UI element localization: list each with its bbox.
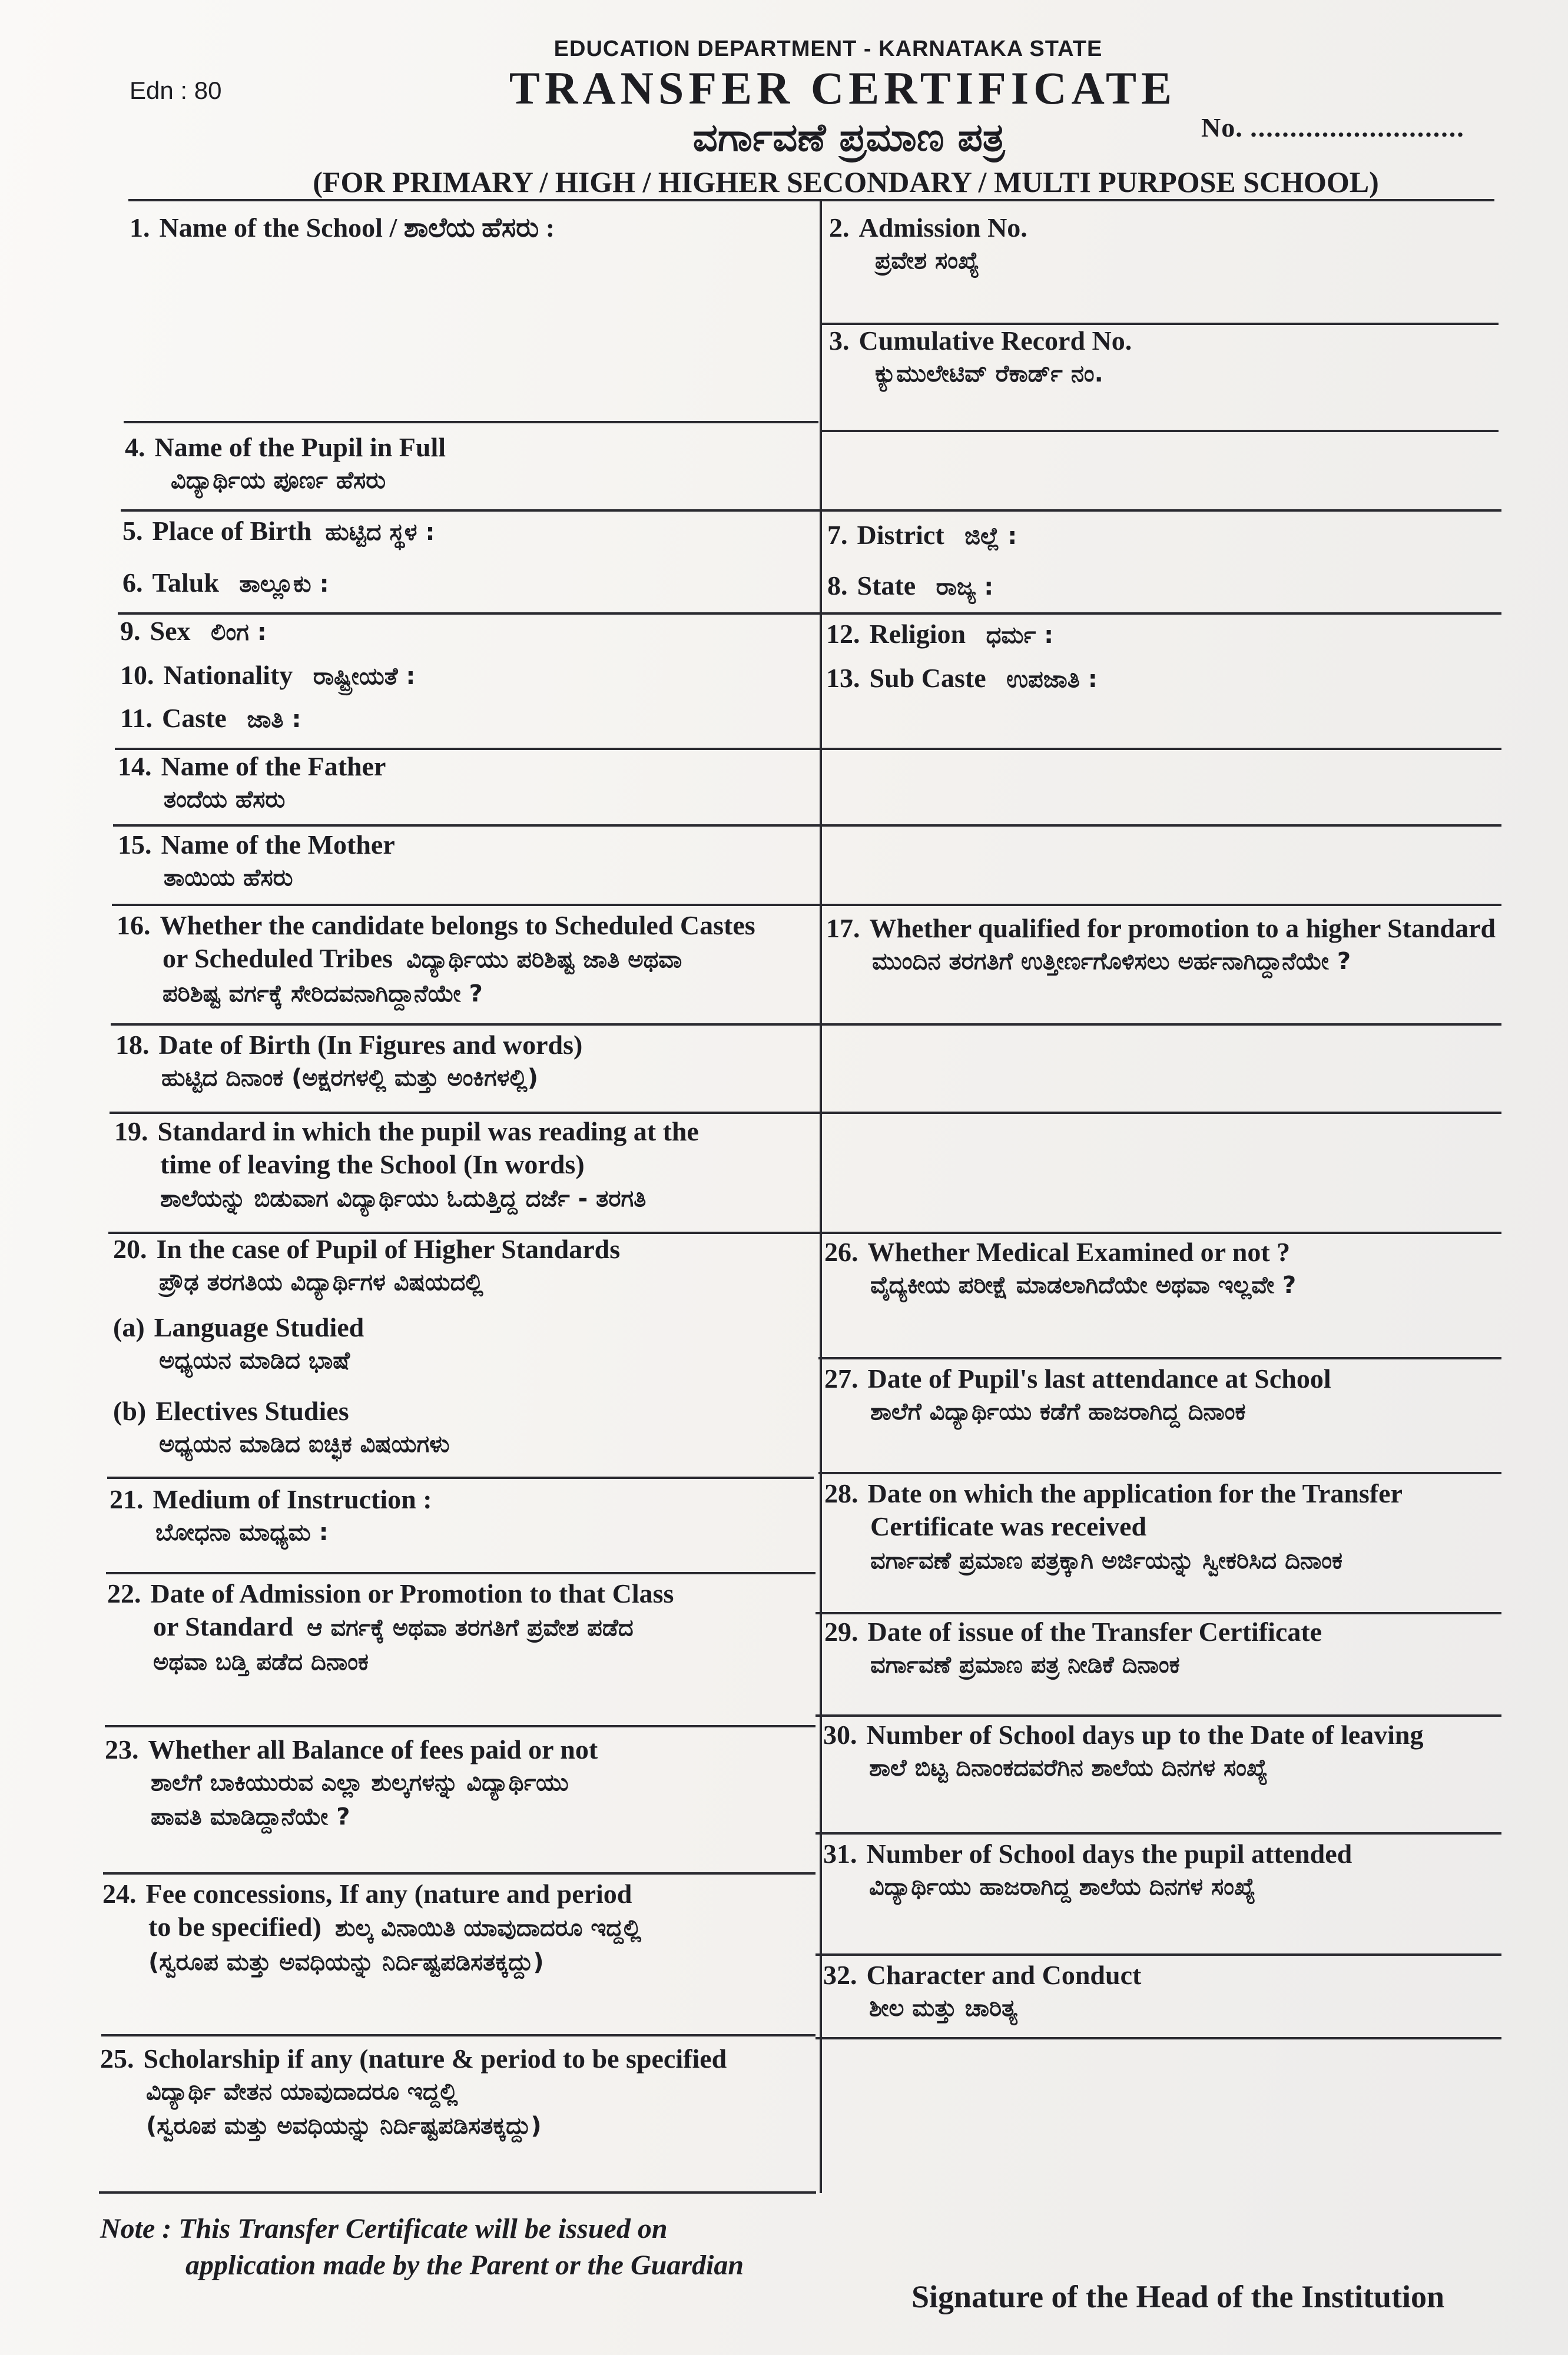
field-promotion-qualified[interactable]: 17. Whether qualified for promotion to a higher Standard ಮುಂದಿನ ತರಗತಿಗೆ ಉತ್ತೀರ್ಣಗೊಳಿಸಲು ಅರ್ಹನಾಗಿದ್ದಾನೆಯೇ ?	[826, 913, 1496, 975]
row-divider	[821, 430, 1499, 432]
field-taluk[interactable]: 6. Taluk ತಾಲ್ಲೂಕು :	[122, 568, 329, 598]
field-higher-standards: 20. In the case of Pupil of Higher Standards ಪ್ರೌಢ ತರಗತಿಯ ವಿದ್ಯಾರ್ಥಿಗಳ ವಿಷಯದಲ್ಲಿ	[113, 1234, 621, 1296]
field-admission-date[interactable]: 22. Date of Admission or Promotion to that Class or Standard ಆ ವರ್ಗಕ್ಕೆ ಅಥವಾ ತರಗತಿಗೆ ಪ್ರವೇಶ ಪಡೆದ ಅಥವಾ ಬಡ್ತಿ ಪಡೆದ ದಿನಾಂಕ	[107, 1578, 674, 1676]
field-electives-studied[interactable]: (b) Electives Studies ಅಧ್ಯಯನ ಮಾಡಿದ ಐಚ್ಛಿಕ ವಿಷಯಗಳು	[113, 1396, 450, 1458]
form-code: Edn : 80	[130, 77, 222, 104]
field-medical-examined[interactable]: 26. Whether Medical Examined or not ? ವೈದ್ಯಕೀಯ ಪರೀಕ್ಷೆ ಮಾಡಲಾಗಿದೆಯೇ ಅಥವಾ ಇಲ್ಲವೇ ?	[824, 1237, 1297, 1299]
school-type-subtitle: (FOR PRIMARY / HIGH / HIGHER SECONDARY / MULTI PURPOSE SCHOOL)	[313, 165, 1379, 198]
row-divider	[110, 1112, 1501, 1114]
table-top-rule	[128, 199, 1494, 201]
certificate-title-kannada: ವರ್ಗಾವಣೆ ಪ್ರಮಾಣ ಪತ್ರ	[692, 115, 1005, 160]
row-divider	[112, 904, 1501, 906]
row-divider	[105, 1725, 816, 1727]
number-blank[interactable]: ...........................	[1250, 112, 1465, 142]
table-bottom-rule	[99, 2191, 816, 2194]
field-date-of-issue[interactable]: 29. Date of issue of the Transfer Certificate ವರ್ಗಾವಣೆ ಪ್ರಮಾಣ ಪತ್ರ ನೀಡಿಕೆ ದಿನಾಂಕ	[824, 1617, 1322, 1679]
field-scholarship[interactable]: 25. Scholarship if any (nature & period to be specified ವಿದ್ಯಾರ್ಥಿ ವೇತನ ಯಾವುದಾದರೂ ಇದ್ದಲ್ಲಿ (ಸ್ವರೂಪ ಮತ್ತು ಅವಧಿಯನ್ನು ನಿರ್ದಿಷ್ಟಪಡಿಸತಕ್ಕದ್ದು)	[100, 2044, 727, 2140]
field-place-of-birth[interactable]: 5. Place of Birth ಹುಟ್ಟಿದ ಸ್ಥಳ :	[122, 516, 435, 546]
field-father-name[interactable]: 14. Name of the Father ತಂದೆಯ ಹೆಸರು	[118, 751, 386, 813]
head-signature-label: Signature of the Head of the Institution	[911, 2279, 1445, 2314]
row-divider	[816, 2037, 1501, 2039]
row-divider	[113, 824, 1501, 827]
row-divider	[818, 1357, 1501, 1359]
field-nationality[interactable]: 10. Nationality ರಾಷ್ಟ್ರೀಯತೆ :	[120, 660, 416, 690]
row-divider	[101, 2034, 816, 2036]
field-sub-caste[interactable]: 13. Sub Caste ಉಪಜಾತಿ :	[826, 663, 1098, 693]
issue-note: Note : This Transfer Certificate will be issued on application made by the Parent or the Guardian	[100, 2213, 744, 2281]
row-divider	[124, 421, 818, 423]
field-state[interactable]: 8. State ರಾಜ್ಯ :	[827, 570, 994, 601]
field-school-days-to-leaving[interactable]: 30. Number of School days up to the Date of leaving ಶಾಲೆ ಬಿಟ್ಟ ದಿನಾಂಕದವರೆಗಿನ ಶಾಲೆಯ ದಿನಗಳ ಸಂಖ್ಯೆ	[823, 1720, 1424, 1782]
field-date-of-birth[interactable]: 18. Date of Birth (In Figures and words) ಹುಟ್ಟಿದ ದಿನಾಂಕ (ಅಕ್ಷರಗಳಲ್ಲಿ ಮತ್ತು ಅಂಕಿಗಳಲ್ಲಿ)	[115, 1030, 583, 1092]
row-divider	[118, 612, 1501, 615]
row-divider	[816, 1612, 1501, 1614]
field-medium-of-instruction[interactable]: 21. Medium of Instruction : ಬೋಧನಾ ಮಾಧ್ಯಮ :	[110, 1484, 432, 1546]
field-school-name[interactable]: 1. Name of the School / ಶಾಲೆಯ ಹೆಸರು :	[130, 213, 555, 243]
row-divider	[106, 1572, 816, 1574]
row-divider	[111, 1023, 1501, 1026]
row-divider	[103, 1872, 816, 1875]
field-language-studied[interactable]: (a) Language Studied ಅಧ್ಯಯನ ಮಾಡಿದ ಭಾಷೆ	[113, 1312, 364, 1374]
row-divider	[816, 1832, 1501, 1835]
field-district[interactable]: 7. District ಜಿಲ್ಲೆ :	[827, 520, 1017, 550]
field-sex[interactable]: 9. Sex ಲಿಂಗ :	[120, 616, 267, 646]
field-pupil-name[interactable]: 4. Name of the Pupil in Full ವಿದ್ಯಾರ್ಥಿಯ ಪೂರ್ಣ ಹೆಸರು	[125, 432, 446, 494]
field-admission-no[interactable]: 2. Admission No. ಪ್ರವೇಶ ಸಂಖ್ಯೆ	[829, 213, 1027, 274]
field-religion[interactable]: 12. Religion ಧರ್ಮ :	[826, 619, 1054, 649]
field-fee-concessions[interactable]: 24. Fee concessions, If any (nature and period to be specified) ಶುಲ್ಕ ವಿನಾಯಿತಿ ಯಾವುದಾದರೂ ಇದ್ದಲ್ಲಿ (ಸ್ವರೂಪ ಮತ್ತು ಅವಧಿಯನ್ನು ನಿರ್ದಿಷ್ಟಪಡಿಸತಕ್ಕದ್ದು)	[102, 1879, 642, 1976]
field-application-received[interactable]: 28. Date on which the application for the Transfer Certificate was received ವರ್ಗಾವಣೆ ಪ್ರಮಾಣ ಪತ್ರಕ್ಕಾಗಿ ಅರ್ಜಿಯನ್ನು ಸ್ವೀಕರಿಸಿದ ದಿನಾಂಕ	[824, 1478, 1403, 1574]
row-divider	[818, 1472, 1501, 1474]
field-days-attended[interactable]: 31. Number of School days the pupil attended ವಿದ್ಯಾರ್ಥಿಯು ಹಾಜರಾಗಿದ್ದ ಶಾಲೆಯ ದಿನಗಳ ಸಂಖ್ಯೆ	[823, 1839, 1352, 1900]
row-divider	[115, 748, 1501, 750]
field-caste[interactable]: 11. Caste ಜಾತಿ :	[120, 703, 301, 733]
certificate-title: TRANSFER CERTIFICATE	[509, 62, 1177, 114]
certificate-number	[1201, 112, 1465, 143]
field-scheduled-caste[interactable]: 16. Whether the candidate belongs to Scheduled Castes or Scheduled Tribes ವಿದ್ಯಾರ್ಥಿಯು ಪರಿಶಿಷ್ಟ ಜಾತಿ ಅಥವಾ ಪರಿಶಿಷ್ಟ ವರ್ಗಕ್ಕೆ ಸೇರಿದವನಾಗಿದ್ದಾನೆಯೇ ?	[117, 910, 755, 1007]
field-last-attendance[interactable]: 27. Date of Pupil's last attendance at School ಶಾಲೆಗೆ ವಿದ್ಯಾರ್ಥಿಯು ಕಡೆಗೆ ಹಾಜರಾಗಿದ್ದ ದಿನಾಂಕ	[824, 1364, 1331, 1425]
row-divider	[121, 509, 1501, 512]
department-heading: EDUCATION DEPARTMENT - KARNATAKA STATE	[553, 37, 1103, 61]
number-label: No.	[1201, 112, 1243, 142]
field-cumulative-record-no[interactable]: 3. Cumulative Record No. ಕ್ಯುಮುಲೇಟಿವ್ ರೆಕಾರ್ಡ್ ನಂ.	[829, 326, 1132, 387]
field-standard-at-leaving[interactable]: 19. Standard in which the pupil was reading at the time of leaving the School (In words) ಶಾಲೆಯನ್ನು ಬಿಡುವಾಗ ವಿದ್ಯಾರ್ಥಿಯು ಓದುತ್ತಿದ್ದ ದರ್ಜೆ - ತರಗತಿ	[114, 1116, 699, 1212]
field-fees-paid[interactable]: 23. Whether all Balance of fees paid or not ಶಾಲೆಗೆ ಬಾಕಿಯುರುವ ಎಲ್ಲಾ ಶುಲ್ಕಗಳನ್ನು ವಿದ್ಯಾರ್ಥಿಯು ಪಾವತಿ ಮಾಡಿದ್ದಾನೆಯೇ ?	[105, 1734, 598, 1830]
field-character-conduct[interactable]: 32. Character and Conduct ಶೀಲ ಮತ್ತು ಚಾರಿತ್ಯ	[823, 1960, 1142, 2022]
row-divider	[107, 1477, 814, 1479]
row-divider	[816, 1714, 1501, 1717]
column-divider	[820, 200, 822, 2193]
row-divider	[816, 1953, 1501, 1956]
field-mother-name[interactable]: 15. Name of the Mother ತಾಯಿಯ ಹೆಸರು	[118, 830, 395, 891]
